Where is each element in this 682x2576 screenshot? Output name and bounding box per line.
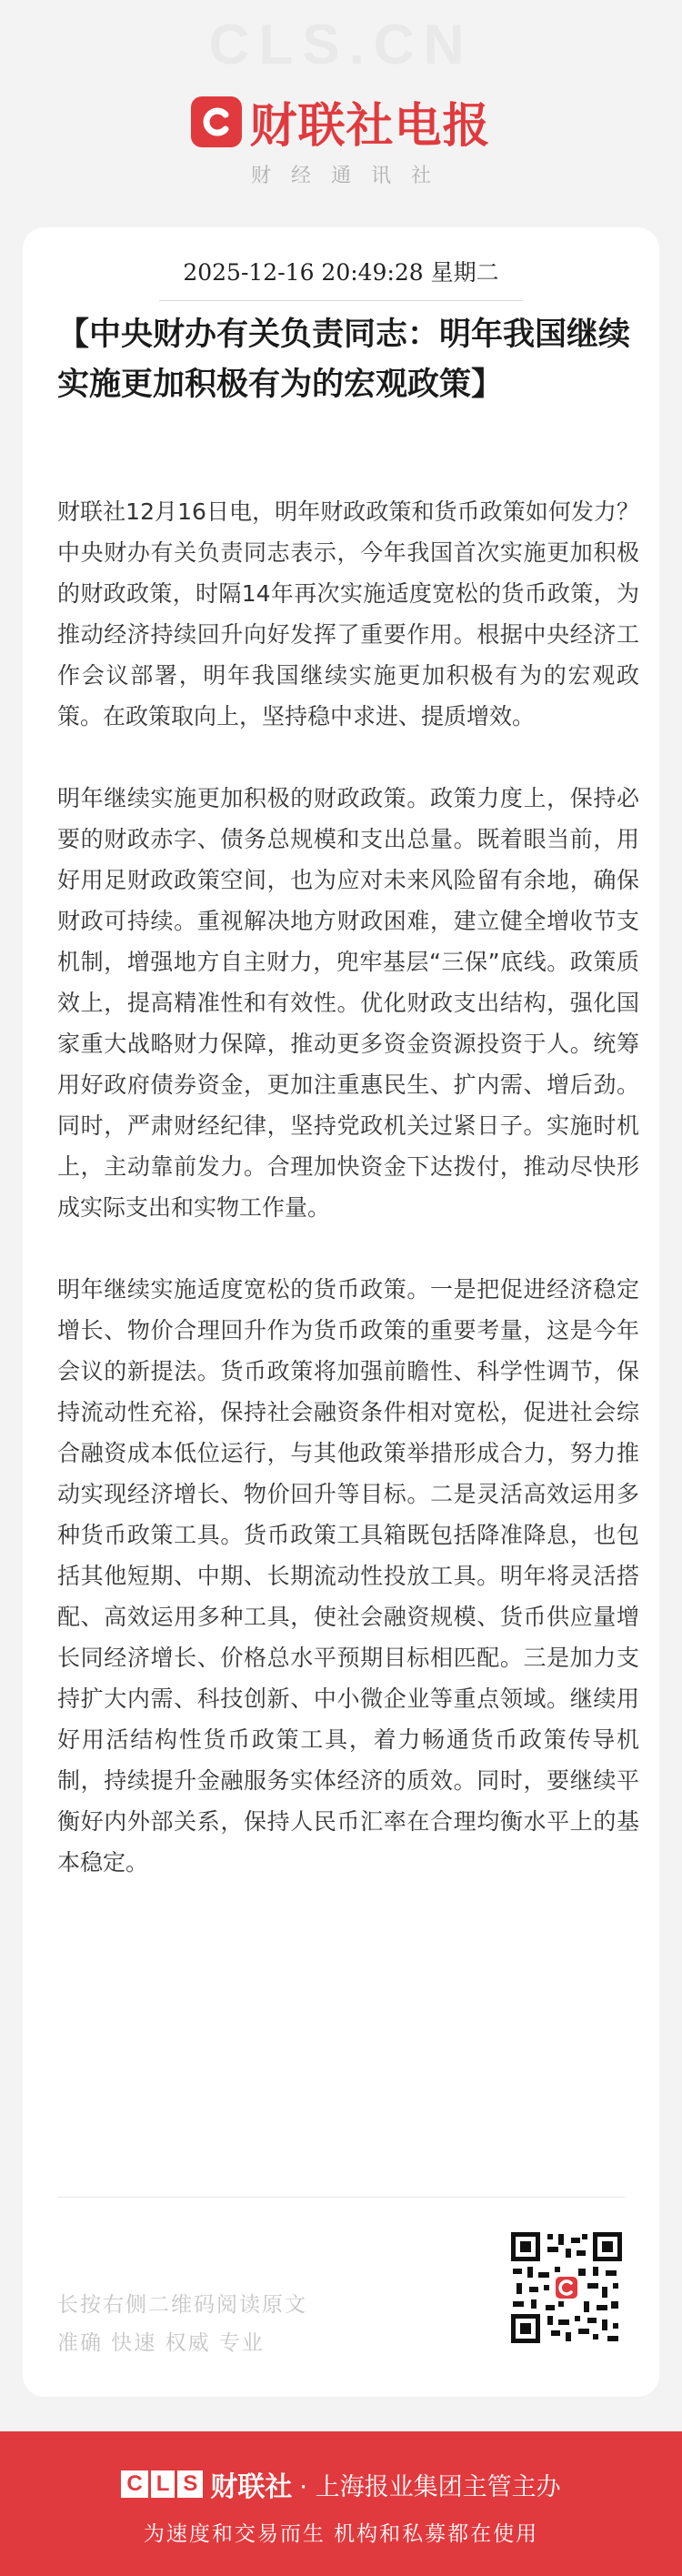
brand [0, 87, 682, 156]
cls-logo [121, 2470, 203, 2498]
article-timestamp: 2025-12-16 20:49:28 星期二 [183, 259, 499, 286]
banner-slogan: 为速度和交易而生 机构和私募都在使用 [143, 2522, 539, 2546]
brand-subtitle: 财经通讯社 [250, 165, 451, 187]
banner-brand: 财联社 [210, 2471, 293, 2503]
divider [159, 300, 523, 301]
cls-letter: C [121, 2470, 147, 2498]
qr-hint-text: 长按右侧二维码阅读原文 [57, 2293, 307, 2317]
bottom-banner [0, 2431, 682, 2576]
watermark: CLS.CN [208, 14, 474, 76]
divider [57, 2197, 625, 2198]
qr-code-icon[interactable] [511, 2232, 622, 2343]
article-paragraph: 明年继续实施更加积极的财政政策。政策力度上，保持必要的财政赤字、债务总规模和支出总量。既着眼当前，用好用足财政政策空间，也为应对未来风险留有余地，确保财政可持续。重视解决地方财政困难，建立健全增收节支机制，增强地方自主财力，兜牢基层“三保”底线。政策质效上，提高精准性和有效性。优化财政支出结构，强化国家重大战略财力保障，推动更多资金资源投资于人。统筹用好政府债券资金，更加注重惠民生、扩内需、增后劲。同时，严肃财经纪律，坚持党政机关过紧日子。实施时机上，主动靠前发力。合理加快资金下达拨付，推动尽快形成实际支出和实物工作量。 [57, 785, 639, 1221]
article-card [23, 227, 659, 2397]
brand-name: 财联社电报 [249, 99, 491, 154]
header [0, 0, 682, 227]
brand-logo-icon [191, 96, 242, 147]
banner-top-row [0, 2464, 682, 2504]
article-headline: 【中央财办有关负责同志：明年我国继续实施更加积极有为的宏观政策】 [57, 316, 631, 403]
article-paragraph: 明年继续实施适度宽松的货币政策。一是把促进经济稳定增长、物价合理回升作为货币政策的重要考量，这是今年会议的新提法。货币政策将加强前瞻性、科学性调节，保持流动性充裕，保持社会融资条件相对宽松，促进社会综合融资成本低位运行，与其他政策举措形成合力，努力推动实现经济增长、物价回升等目标。二是灵活高效运用多种货币政策工具。货币政策工具箱既包括降准降息，也包括其他短期、中期、长期流动性投放工具。明年将灵活搭配、高效运用多种工具，使社会融资规模、货币供应量增长同经济增长、价格总水平预期目标相匹配。三是加力支持扩大内需、科技创新、中小微企业等重点领域。继续用好用活结构性货币政策工具，着力畅通货币政策传导机制，持续提升金融服务实体经济的质效。同时，要继续平衡好内外部关系，保持人民币汇率在合理均衡水平上的基本稳定。 [57, 1276, 639, 1876]
banner-tagline: · 上海报业集团主管主办 [299, 2472, 561, 2501]
cls-letter: L [151, 2470, 176, 2498]
slogan-text: 准确 快速 权威 专业 [57, 2331, 265, 2355]
article-paragraph: 财联社12月16日电，明年财政政策和货币政策如何发力？中央财办有关负责同志表示，今年我国首次实施更加积极的财政政策，时隔14年再次实施适度宽松的货币政策，为推动经济持续回升向好发挥了重要作用。根据中央经济工作会议部署，明年我国继续实施更加积极有为的宏观政策。在政策取向上，坚持稳中求进、提质增效。 [57, 498, 639, 730]
article-body [57, 491, 639, 1883]
cls-letter: S [177, 2470, 203, 2498]
